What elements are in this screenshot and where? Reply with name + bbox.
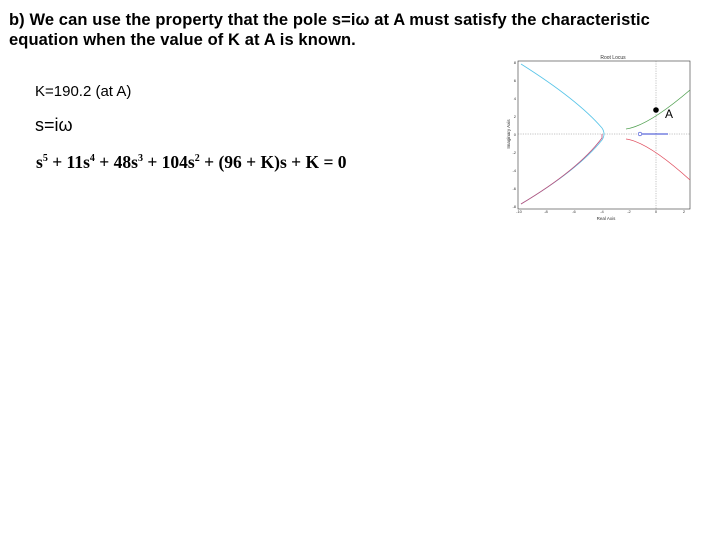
eq-exp-1: 5 [42, 153, 48, 164]
ytick-label: 4 [513, 96, 516, 101]
eq-term-1: s [36, 152, 43, 172]
xtick-label: -4 [600, 209, 604, 214]
ytick-label: -4 [512, 168, 516, 173]
ytick-label: 2 [513, 114, 516, 119]
xtick-label: -2 [627, 209, 631, 214]
ytick-label: -8 [512, 204, 516, 209]
xtick-label: -10 [516, 209, 522, 214]
plot-xlabel: Real Axis [596, 216, 616, 221]
xtick-label: -6 [572, 209, 576, 214]
heading-line-2: equation when the value of K at A is known. [9, 31, 356, 49]
plot-ylabel: Imaginary Axis [506, 119, 511, 149]
eq-term-2: + 11s [47, 152, 90, 172]
point-a-marker [653, 107, 659, 113]
eq-term-4: + 104s [142, 152, 195, 172]
ytick-label: 8 [513, 60, 516, 65]
eq-exp-4: 2 [194, 153, 200, 164]
plot-title: Root Locus [600, 55, 626, 61]
xtick-label: -8 [544, 209, 548, 214]
eq-exp-2: 4 [89, 153, 95, 164]
xtick-labels [516, 209, 686, 214]
root-locus-plot [498, 50, 698, 225]
s-value-text: s=iω [35, 115, 73, 135]
heading-line-1: b) We can use the property that the pole s=iω at A must satisfy the characteristic [9, 11, 650, 29]
characteristic-equation [36, 152, 347, 173]
eq-exp-3: 3 [137, 153, 143, 164]
ytick-label: 0 [513, 132, 516, 137]
ytick-label: -6 [512, 186, 516, 191]
eq-term-3: + 48s [94, 152, 138, 172]
point-a-label: A [665, 107, 674, 121]
ytick-label: -2 [512, 150, 516, 155]
ytick-labels [512, 60, 516, 209]
ytick-label: 6 [513, 78, 516, 83]
eq-term-5: + (96 + K)s + K = 0 [199, 152, 347, 172]
k-value-text: K=190.2 (at A) [35, 83, 132, 100]
zero-marker [638, 132, 642, 136]
xtick-label: 2 [682, 209, 686, 214]
xtick-label: 0 [654, 209, 658, 214]
heading [9, 10, 714, 50]
